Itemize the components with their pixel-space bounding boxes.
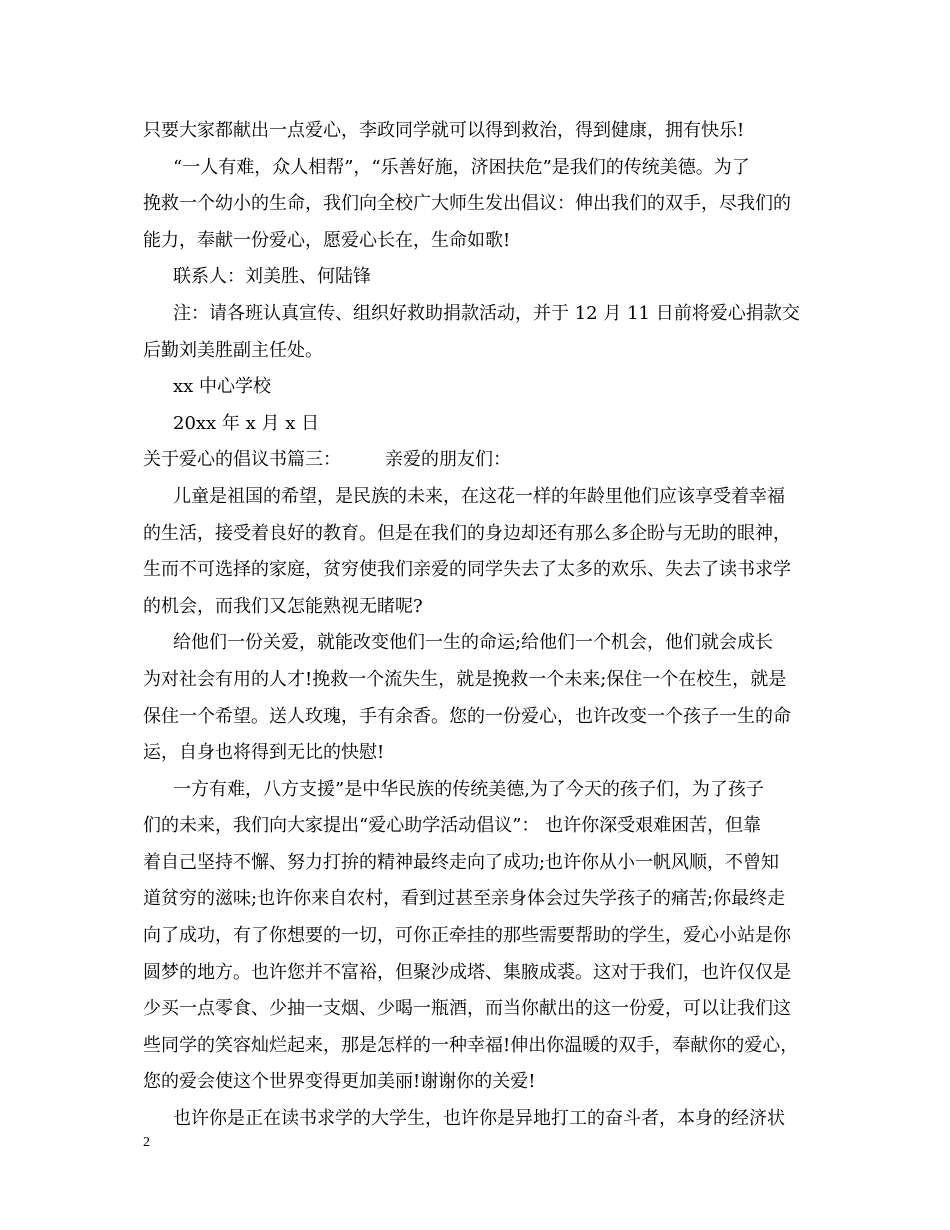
text-line: 向了成功，有了你想要的一切，可你正牵挂的那些需要帮助的学生，爱心小站是你 <box>143 925 791 947</box>
text-line: 挽救一个幼小的生命，我们向全校广大师生发出倡议：伸出我们的双手，尽我们的 <box>143 193 791 215</box>
text-line: 们的未来，我们向大家提出“爱心助学活动倡议”： 也许你深受艰难困苦，但靠 <box>143 815 762 837</box>
text-line: 保住一个希望。送人玫瑰，手有余香。您的一份爱心，也许改变一个孩子一生的命 <box>143 705 791 727</box>
text-line: 的机会，而我们又怎能熟视无睹呢? <box>143 595 423 617</box>
note-line: 注：请各班认真宣传、组织好救助捐款活动，并于 12 月 11 日前将爱心捐款交 <box>173 302 800 324</box>
text-line: 生而不可选择的家庭，贫穷使我们亲爱的同学失去了太多的欢乐、失去了读书求学 <box>143 559 791 581</box>
text-line: 些同学的笑容灿烂起来，那是怎样的一种幸福!伸出你温暖的双手，奉献你的爱心， <box>143 1034 799 1056</box>
text-line: 给他们一份关爱，就能改变他们一生的命运;给他们一个机会，他们就会成长 <box>173 632 774 654</box>
document-body <box>143 113 833 1138</box>
contact-line: 联系人：刘美胜、何陆锋 <box>173 266 371 288</box>
text-line: 为对社会有用的人才!挽救一个流失生，就是挽救一个未来;保住一个在校生，就是 <box>143 668 787 690</box>
text-line: 少买一点零食、少抽一支烟、少喝一瓶酒，而当你献出的这一份爱，可以让我们这 <box>143 998 791 1020</box>
signature-date: 20xx 年 x 月 x 日 <box>173 412 320 434</box>
text-line: 能力，奉献一份爱心，愿爱心长在，生命如歌! <box>143 229 511 251</box>
note-line: 后勤刘美胜副主任处。 <box>143 339 323 361</box>
text-line: 只要大家都献出一点爱心，李政同学就可以得到救治，得到健康，拥有快乐! <box>143 120 745 141</box>
text-line: 一方有难，八方支援”是中华民族的传统美德,为了今天的孩子们，为了孩子 <box>173 778 764 800</box>
section-heading <box>143 442 833 479</box>
salutation: 亲爱的朋友们： <box>385 449 511 471</box>
text-line: “一人有难，众人相帮”，“乐善好施，济困扶危”是我们的传统美德。为了 <box>173 156 750 178</box>
section-title: 关于爱心的倡议书篇三： <box>143 449 341 471</box>
text-line: 道贫穷的滋味;也许你来自农村，看到过甚至亲身体会过失学孩子的痛苦;你最终走 <box>143 888 786 910</box>
page-number: 2 <box>143 1135 150 1150</box>
text-line: 儿童是祖国的希望，是民族的未来，在这花一样的年龄里他们应该享受着幸福 <box>173 485 785 507</box>
text-line: 运，自身也将得到无比的快慰! <box>143 742 385 764</box>
text-line: 的生活，接受着良好的教育。但是在我们的身边却还有那么多企盼与无助的眼神， <box>143 522 791 544</box>
text-line: 您的爱会使这个世界变得更加美丽!谢谢你的关爱! <box>143 1071 536 1093</box>
text-line: 着自己坚持不懈、努力打拚的精神最终走向了成功;也许你从小一帆风顺，不曾知 <box>143 851 780 873</box>
text-line: 也许你是正在读书求学的大学生，也许你是异地打工的奋斗者，本身的经济状 <box>173 1108 785 1130</box>
signature-school: xx 中心学校 <box>173 376 272 398</box>
text-line: 圆梦的地方。也许您并不富裕，但聚沙成塔、集腋成裘。这对于我们，也许仅仅是 <box>143 961 791 983</box>
